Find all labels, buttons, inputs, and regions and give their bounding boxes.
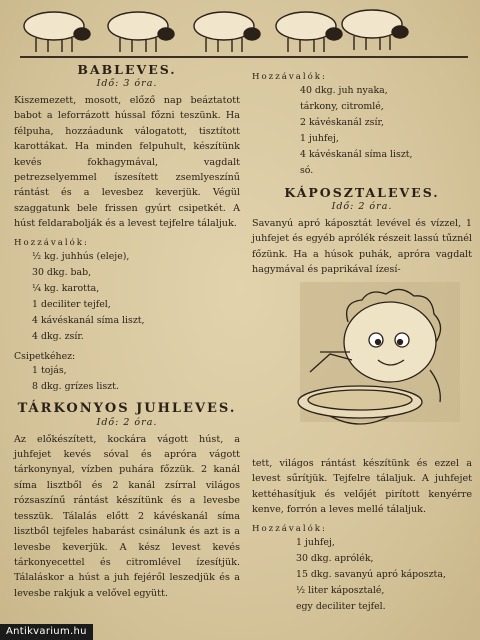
kaposzta-ingredients xyxy=(252,535,472,615)
ingredient: 4 kávéskanál síma liszt, xyxy=(300,149,413,160)
right-column xyxy=(252,62,472,278)
bableves-title: BABLEVES. xyxy=(77,62,177,77)
ingredient: 4 dkg. zsír. xyxy=(32,330,84,342)
sheep-border-illustration xyxy=(0,0,480,58)
tarkonyos-text: Az előkészített, kockára vágott húst, a juhfejet kevés sóval és apróra vágott tárkonynyal, vízben puhára főzzük. 2 kanál síma lisztből és 2 kanál zsírral világos rózsaszínű rántást készítünk és a levesbe tesszük. Tálalás előtt 2 kávéskanál síma lisztből tejfeles habarást csinálunk és azt is a levesbe keverjük. A kész levest kevés tárkonyecettel és citromlével ízesítjük. Tálaláskor a húst a juh fejéről leszedjük és a levesbe rakjuk a velővel együtt. xyxy=(14,433,240,599)
ingredient: 30 dkg. bab, xyxy=(32,266,92,278)
ingredient: 4 kávéskanál síma liszt, xyxy=(32,314,145,326)
ingredient: tárkony, citromlé, xyxy=(300,101,384,112)
kaposzta-title: KÁPOSZTALEVES. xyxy=(284,185,440,200)
cabbage-soup-illustration xyxy=(290,282,470,452)
ingredient: ½ liter káposztalé, xyxy=(296,584,385,596)
bableves-ingredients-label: Hozzávalók: xyxy=(14,237,89,248)
tarkonyos-title: TÁRKONYOS JUHLEVES. xyxy=(17,400,237,416)
kaposzta-time: Idő: 2 óra. xyxy=(331,201,393,212)
left-column xyxy=(14,62,240,601)
bableves-time: Idő: 3 óra. xyxy=(96,78,158,89)
ingredient: 15 dkg. savanyú apró káposzta, xyxy=(296,568,446,580)
header-rule xyxy=(20,56,468,58)
csipetke-label: Csipetkéhez: xyxy=(14,350,76,362)
tarkonyos-ingredients xyxy=(252,83,472,179)
kaposzta-continued xyxy=(252,456,472,615)
ingredient: 8 dkg. grízes liszt. xyxy=(32,380,119,392)
bableves-ingredients xyxy=(14,249,240,345)
ingredient: 1 juhfej, xyxy=(296,536,335,548)
bableves-text: Kiszemezett, mosott, előző nap beáztatott babot a leforrázott hússal főzni teszünk. Ha félpuha, hozzáadunk válogatott, tisztított karottákat. Ha minden felpuhult, készítünk kevés fokhagymával, vagdalt petrezselyemmel íszesített zsemlyeszínű rántást és a levesbez keverjük. Végül szaggatunk bele frissen gyúrt csipetkét. A húst feldarabolják és a levest tejfelre tálaljuk. xyxy=(14,95,240,230)
ingredient: egy deciliter tejfel. xyxy=(296,600,386,612)
ingredient: ¼ kg. karotta, xyxy=(32,282,100,294)
ingredient: 1 deciliter tejfel, xyxy=(32,298,111,310)
tarkonyos-ingredients-label: Hozzávalók: xyxy=(252,72,327,82)
tarkonyos-time: Idő: 2 óra. xyxy=(96,416,158,428)
ingredient: 1 tojás, xyxy=(32,364,67,376)
ingredient: ½ kg. juhhús (eleje), xyxy=(32,250,130,262)
ingredient: só. xyxy=(300,165,314,176)
kaposzta-ingredients-label: Hozzávalók: xyxy=(252,523,327,534)
ingredient: 1 juhfej, xyxy=(300,133,339,144)
csipetke-ingredients xyxy=(14,363,240,395)
ingredient: 40 dkg. juh nyaka, xyxy=(300,85,388,96)
kaposzta-text: Savanyú apró káposztát levével és vízzel, 1 juhfejet és egyéb aprólék részeit lassú tűznél főzünk. Ha a húsok puhák, apróra vagdalt hagymával és paprikával ízesí- xyxy=(252,218,472,276)
kaposzta-text-continued: tett, világos rántást készítünk és ezzel a levest sűrítjük. Tejfelre tálaljuk. A juhfejet kettéhasítjuk és velőjét pirított kenyérre kenve, forrón a leves mellé tálaljuk. xyxy=(252,458,472,516)
watermark: Antikvarium.hu xyxy=(0,624,93,640)
ingredient: 30 dkg. aprólék, xyxy=(296,552,374,564)
ingredient: 2 kávéskanál zsír, xyxy=(300,117,384,128)
